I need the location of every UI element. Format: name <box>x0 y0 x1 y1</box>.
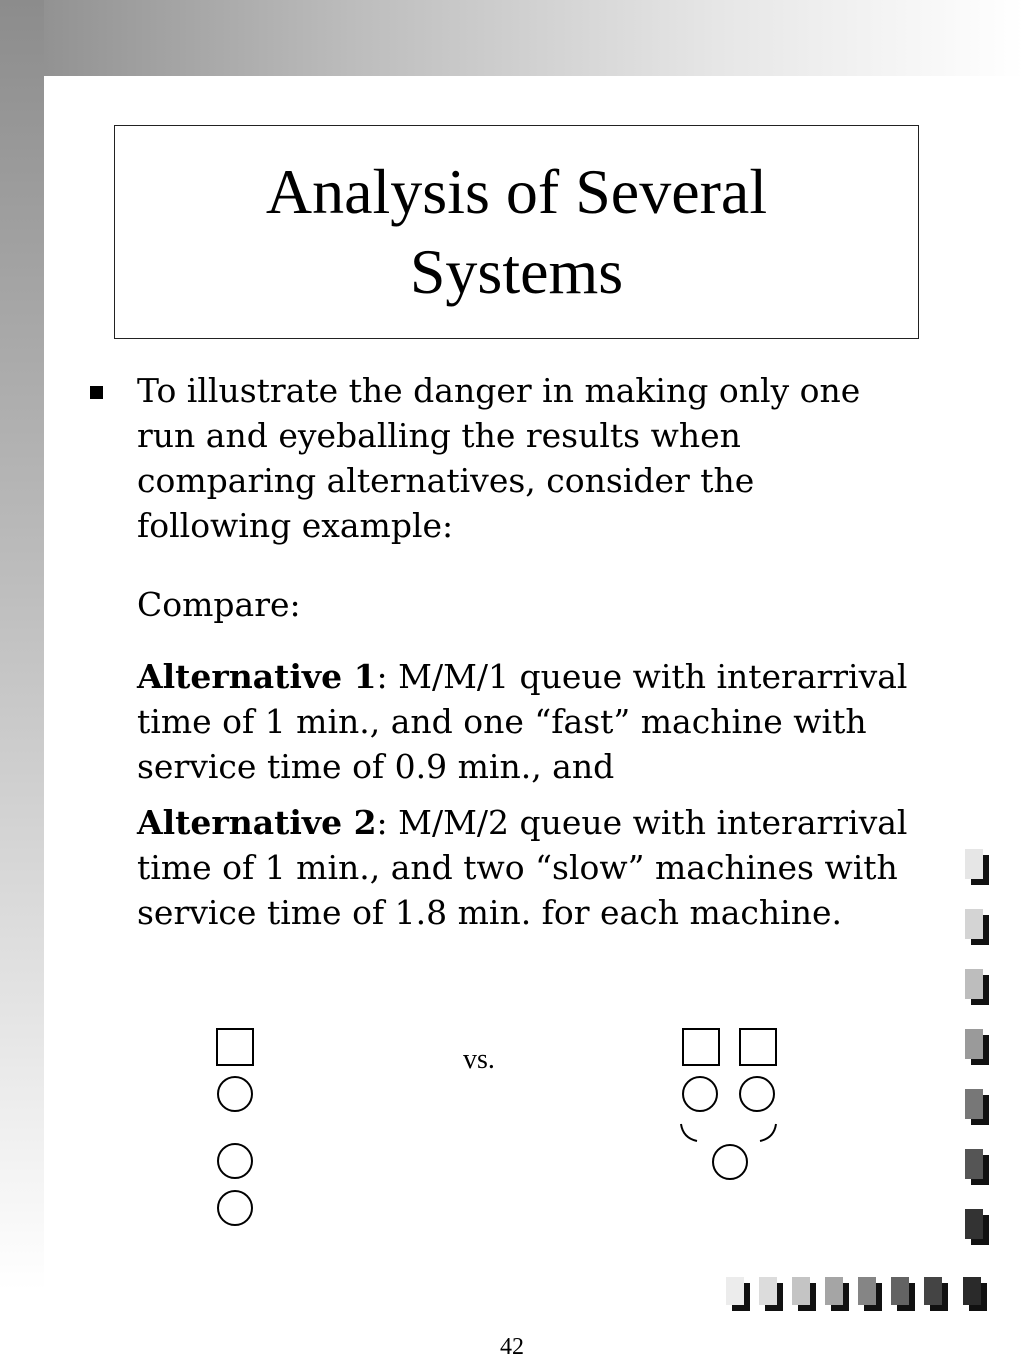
alternative-2-text: : M/M/2 queue with interarrival time of 1 min., and two “slow” machines with service time of 1.8 min. for each machine. <box>137 803 908 932</box>
bullet-square-icon <box>90 386 103 399</box>
alternative-1-paragraph <box>137 654 937 789</box>
left-gradient-bar <box>0 0 44 1290</box>
intro-paragraph: To illustrate the danger in making only one run and eyeballing the results when comparing alternatives, consider the following example: <box>137 371 861 545</box>
title-box <box>114 125 919 339</box>
alternative-1-text: : M/M/1 queue with interarrival time of 1 min., and one “fast” machine with service time of 0.9 min., and <box>137 657 908 786</box>
top-gradient-bar <box>0 0 1024 76</box>
alternative-2-paragraph <box>137 800 937 935</box>
alternative-2-label: Alternative 2 <box>137 803 377 842</box>
page-number: 42 <box>500 1334 524 1360</box>
vs-label: vs. <box>463 1044 495 1075</box>
compare-label: Compare: <box>137 585 301 624</box>
alternative-1-label: Alternative 1 <box>137 657 377 696</box>
page-title: Analysis of Several Systems <box>265 156 768 307</box>
